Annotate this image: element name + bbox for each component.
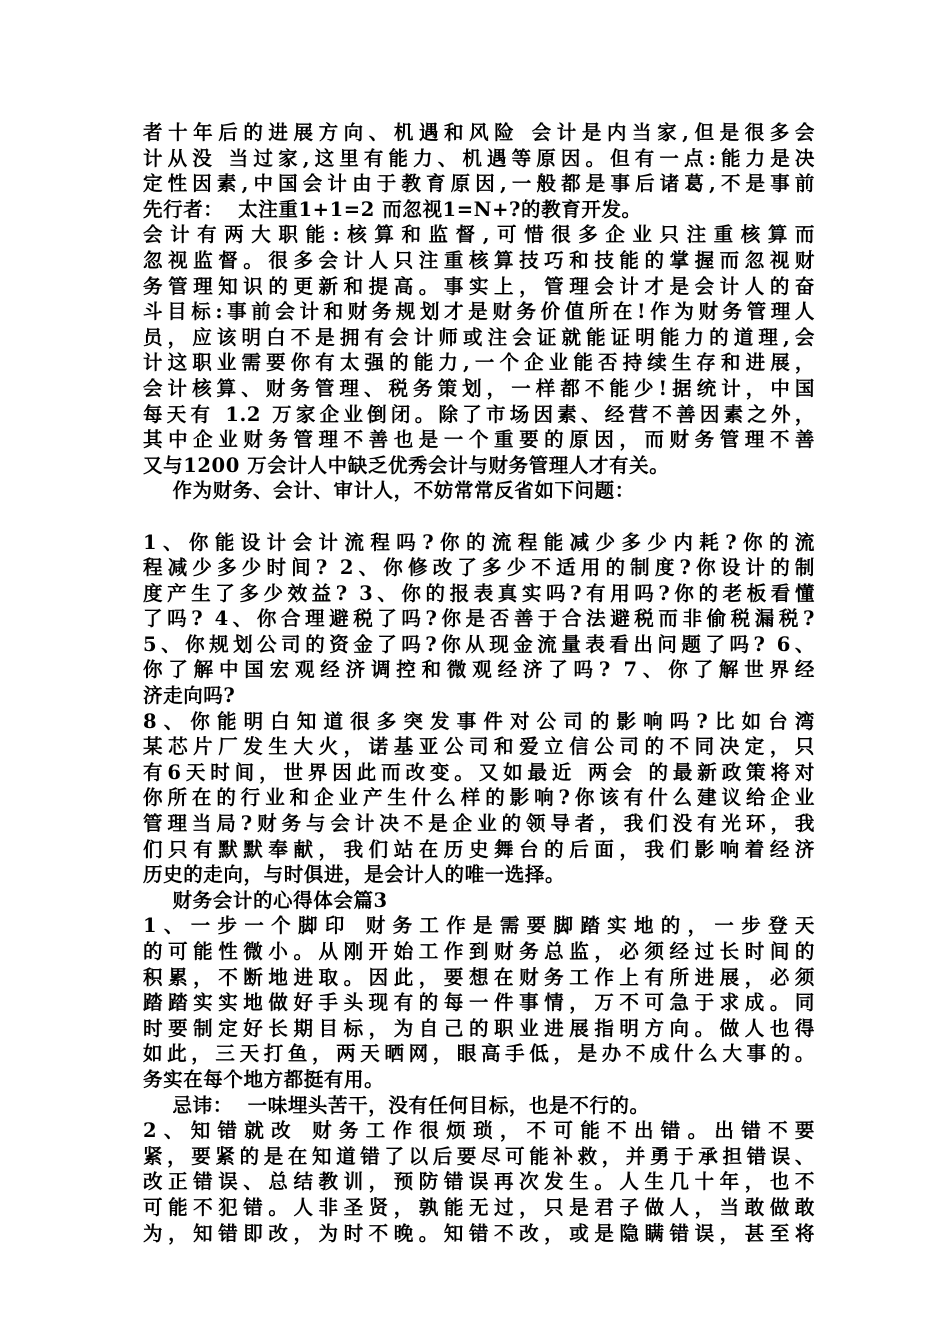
text-line: 作为财务、会计、审计人，不妨常常反省如下问题：	[143, 479, 635, 503]
text-line: 踏踏实实地做好手头现有的每一件事情，万不可急于求成。同	[143, 991, 815, 1015]
text-line: 计这职业需要你有太强的能力,一个企业能否持续生存和进展，	[143, 351, 815, 375]
text-line: 务管理知识的更新和提高。事实上，管理会计才是会计人的奋	[143, 274, 815, 298]
text-line: 为，知错即改，为时不晚。知错不改，或是隐瞒错误，甚至将	[143, 1221, 815, 1245]
text-line: 有6天时间，世界因此而改变。又如最近 两会 的最新政策将对	[143, 760, 815, 784]
text-line: 程减少多少时间? 2、你修改了多少不适用的制度?你设计的制	[143, 556, 815, 580]
text-line: 财务会计的心得体会篇3	[143, 888, 388, 912]
text-line: 度产生了多少效益? 3、你的报表真实吗?有用吗?你的老板看懂	[143, 581, 815, 605]
text-line: 如此，三天打鱼，两天晒网，眼高手低，是办不成什么大事的。	[143, 1042, 815, 1066]
text-line: 管理当局?财务与会计决不是企业的领导者，我们没有光环，我	[143, 812, 815, 836]
text-line: 时要制定好长期目标，为自己的职业进展指明方向。做人也得	[143, 1016, 815, 1040]
text-line: 你了解中国宏观经济调控和微观经济了吗? 7、你了解世界经	[143, 658, 815, 682]
text-line: 定性因素,中国会计由于教育原因,一般都是事后诸葛,不是事前	[143, 172, 815, 196]
text-line: 8、你能明白知道很多突发事件对公司的影响吗?比如台湾	[143, 709, 815, 733]
body-text	[143, 120, 815, 1246]
text-line: 斗目标:事前会计和财务规划才是财务价值所在!作为财务管理人	[143, 300, 815, 324]
blank-line	[143, 504, 815, 530]
text-line: 改正错误、总结教训，预防错误再次发生。人生几十年，也不	[143, 1170, 815, 1194]
text-line: 的可能性微小。从刚开始工作到财务总监，必须经过长时间的	[143, 940, 815, 963]
text-line: 会计有两大职能:核算和监督,可惜很多企业只注重核算而	[143, 223, 815, 247]
text-line: 每天有 1.2 万家企业倒闭。除了市场因素、经营不善因素之外，	[143, 402, 815, 426]
text-line: 1、你能设计会计流程吗?你的流程能减少多少内耗?你的流	[143, 530, 815, 554]
text-line: 积累，不断地进取。因此，要想在财务工作上有所进展，必须	[143, 965, 815, 989]
text-line: 忌讳： 一味埋头苦干，没有任何目标，也是不行的。	[143, 1093, 650, 1117]
text-line: 可能不犯错。人非圣贤，孰能无过，只是君子做人，当敢做敢	[143, 1195, 815, 1219]
text-line: 1、一步一个脚印 财务工作是需要脚踏实地的，一步登天	[143, 914, 815, 938]
text-line: 济走向吗?	[143, 684, 236, 708]
text-line: 紧，要紧的是在知道错了以后要尽可能补救，并勇于承担错误、	[143, 1144, 815, 1168]
text-line: 了吗? 4、你合理避税了吗?你是否善于合法避税而非偷税漏税?	[143, 607, 815, 631]
text-line: 2、知错就改 财务工作很烦琐，不可能不出错。出错不要	[143, 1119, 815, 1143]
text-line: 先行者： 太注重1+1=2 而忽视1=N+?的教育开发。	[143, 197, 642, 221]
text-line: 其中企业财务管理不善也是一个重要的原因，而财务管理不善	[143, 428, 815, 452]
text-line: 者十年后的进展方向、机遇和风险 会计是内当家,但是很多会	[143, 121, 815, 144]
text-line: 忽视监督。很多会计人只注重核算技巧和技能的掌握而忽视财	[143, 248, 815, 272]
text-line: 们只有默默奉献，我们站在历史舞台的后面，我们影响着经济	[143, 837, 815, 861]
text-line: 又与1200 万会计人中缺乏优秀会计与财务管理人才有关。	[143, 453, 670, 477]
text-line: 历史的走向，与时俱进，是会计人的唯一选择。	[143, 863, 566, 887]
text-line: 计从没 当过家,这里有能力、机遇等原因。但有一点:能力是决	[143, 146, 815, 170]
text-line: 员，应该明白不是拥有会计师或注会证就能证明能力的道理,会	[143, 325, 815, 349]
text-line: 务实在每个地方都挺有用。	[143, 1067, 385, 1091]
text-line: 5、你规划公司的资金了吗?你从现金流量表看出问题了吗? 6、	[143, 632, 815, 656]
text-line: 某芯片厂发生大火，诺基亚公司和爱立信公司的不同决定，只	[143, 735, 815, 759]
text-line: 会计核算、财务管理、税务策划，一样都不能少!据统计，中国	[143, 376, 815, 400]
text-line: 你所在的行业和企业产生什么样的影响?你该有什么建议给企业	[143, 786, 815, 810]
